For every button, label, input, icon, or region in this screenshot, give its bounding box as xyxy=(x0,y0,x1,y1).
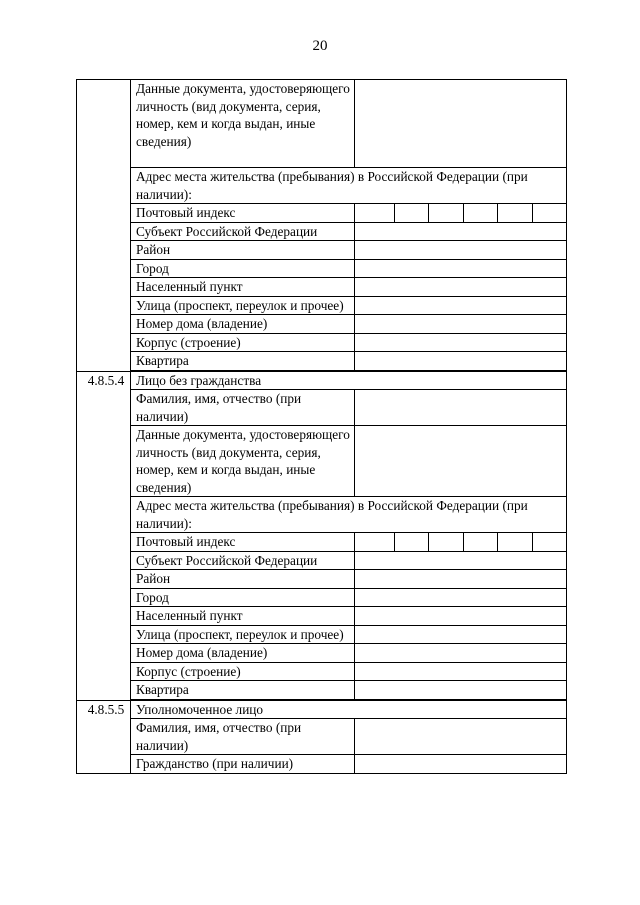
index-digit-cell[interactable] xyxy=(395,533,430,551)
index-digit-cell[interactable] xyxy=(429,533,464,551)
fio-label: Фамилия, имя, отчество (при наличии) xyxy=(131,390,355,426)
apartment-field[interactable] xyxy=(355,352,567,371)
field-label: Номер дома (владение) xyxy=(131,315,355,334)
table-row xyxy=(77,278,567,297)
postal-index-field[interactable] xyxy=(355,533,567,552)
table-row xyxy=(77,644,567,663)
document-label: Данные документа, удостоверяющего личность (вид документа, серия, номер, кем и когда выдан, иные сведения) xyxy=(131,80,355,168)
citizenship-field[interactable] xyxy=(355,755,567,774)
field-label: Номер дома (владение) xyxy=(131,644,355,663)
index-digit-cell[interactable] xyxy=(395,204,430,222)
index-digit-cell[interactable] xyxy=(498,204,533,222)
table-row xyxy=(77,551,567,570)
table-row xyxy=(77,204,567,223)
document-value-field[interactable] xyxy=(355,426,567,497)
table-row xyxy=(77,333,567,352)
table-row xyxy=(77,315,567,334)
building-field[interactable] xyxy=(355,662,567,681)
table-row xyxy=(77,570,567,589)
table-row xyxy=(77,700,567,719)
citizenship-label: Гражданство (при наличии) xyxy=(131,755,355,774)
house-field[interactable] xyxy=(355,315,567,334)
street-field[interactable] xyxy=(355,296,567,315)
city-field[interactable] xyxy=(355,588,567,607)
field-label: Район xyxy=(131,570,355,589)
index-digit-cell[interactable] xyxy=(498,533,533,551)
region-field[interactable] xyxy=(355,222,567,241)
field-label: Населенный пункт xyxy=(131,278,355,297)
row-number-cell xyxy=(77,80,131,372)
field-label: Район xyxy=(131,241,355,260)
field-label: Почтовый индекс xyxy=(131,204,355,223)
document-label: Данные документа, удостоверяющего личность (вид документа, серия, номер, кем и когда выдан, иные сведения) xyxy=(131,426,355,497)
index-digit-cell[interactable] xyxy=(464,204,499,222)
house-field[interactable] xyxy=(355,644,567,663)
table-row xyxy=(77,371,567,390)
table-row xyxy=(77,80,567,168)
page-number: 20 xyxy=(312,38,328,54)
section-title: Лицо без гражданства xyxy=(131,371,567,390)
index-digit-cell[interactable] xyxy=(464,533,499,551)
table-row xyxy=(77,625,567,644)
settlement-field[interactable] xyxy=(355,607,567,626)
section-number: 4.8.5.4 xyxy=(77,371,131,700)
index-digit-cell[interactable] xyxy=(429,204,464,222)
field-label: Город xyxy=(131,588,355,607)
table-row xyxy=(77,719,567,755)
region-field[interactable] xyxy=(355,551,567,570)
field-label: Квартира xyxy=(131,681,355,700)
table-row xyxy=(77,426,567,497)
field-label: Квартира xyxy=(131,352,355,371)
form-table xyxy=(76,79,567,774)
table-row xyxy=(77,222,567,241)
table-row xyxy=(77,533,567,552)
district-field[interactable] xyxy=(355,570,567,589)
settlement-field[interactable] xyxy=(355,278,567,297)
city-field[interactable] xyxy=(355,259,567,278)
table-row xyxy=(77,168,567,204)
address-header: Адрес места жительства (пребывания) в Российской Федерации (при наличии): xyxy=(131,497,567,533)
apartment-field[interactable] xyxy=(355,681,567,700)
table-row xyxy=(77,352,567,371)
field-label: Почтовый индекс xyxy=(131,533,355,552)
table-row xyxy=(77,241,567,260)
field-label: Населенный пункт xyxy=(131,607,355,626)
table-row xyxy=(77,259,567,278)
document-value-field[interactable] xyxy=(355,80,567,168)
field-label: Корпус (строение) xyxy=(131,333,355,352)
postal-index-field[interactable] xyxy=(355,204,567,223)
field-label: Корпус (строение) xyxy=(131,662,355,681)
fio-field[interactable] xyxy=(355,719,567,755)
index-digit-cell[interactable] xyxy=(533,533,567,551)
building-field[interactable] xyxy=(355,333,567,352)
index-digit-cell[interactable] xyxy=(360,533,395,551)
table-row xyxy=(77,296,567,315)
table-row xyxy=(77,497,567,533)
table-row xyxy=(77,588,567,607)
section-number: 4.8.5.5 xyxy=(77,700,131,773)
table-row xyxy=(77,755,567,774)
field-label: Улица (проспект, переулок и прочее) xyxy=(131,296,355,315)
street-field[interactable] xyxy=(355,625,567,644)
field-label: Субъект Российской Федерации xyxy=(131,222,355,241)
table-row xyxy=(77,681,567,700)
index-digit-cell[interactable] xyxy=(360,204,395,222)
field-label: Улица (проспект, переулок и прочее) xyxy=(131,625,355,644)
section-title: Уполномоченное лицо xyxy=(131,700,567,719)
table-row xyxy=(77,390,567,426)
district-field[interactable] xyxy=(355,241,567,260)
index-digit-cell[interactable] xyxy=(533,204,567,222)
table-row xyxy=(77,662,567,681)
fio-label: Фамилия, имя, отчество (при наличии) xyxy=(131,719,355,755)
field-label: Субъект Российской Федерации xyxy=(131,551,355,570)
field-label: Город xyxy=(131,259,355,278)
address-header: Адрес места жительства (пребывания) в Российской Федерации (при наличии): xyxy=(131,168,567,204)
table-row xyxy=(77,607,567,626)
fio-field[interactable] xyxy=(355,390,567,426)
